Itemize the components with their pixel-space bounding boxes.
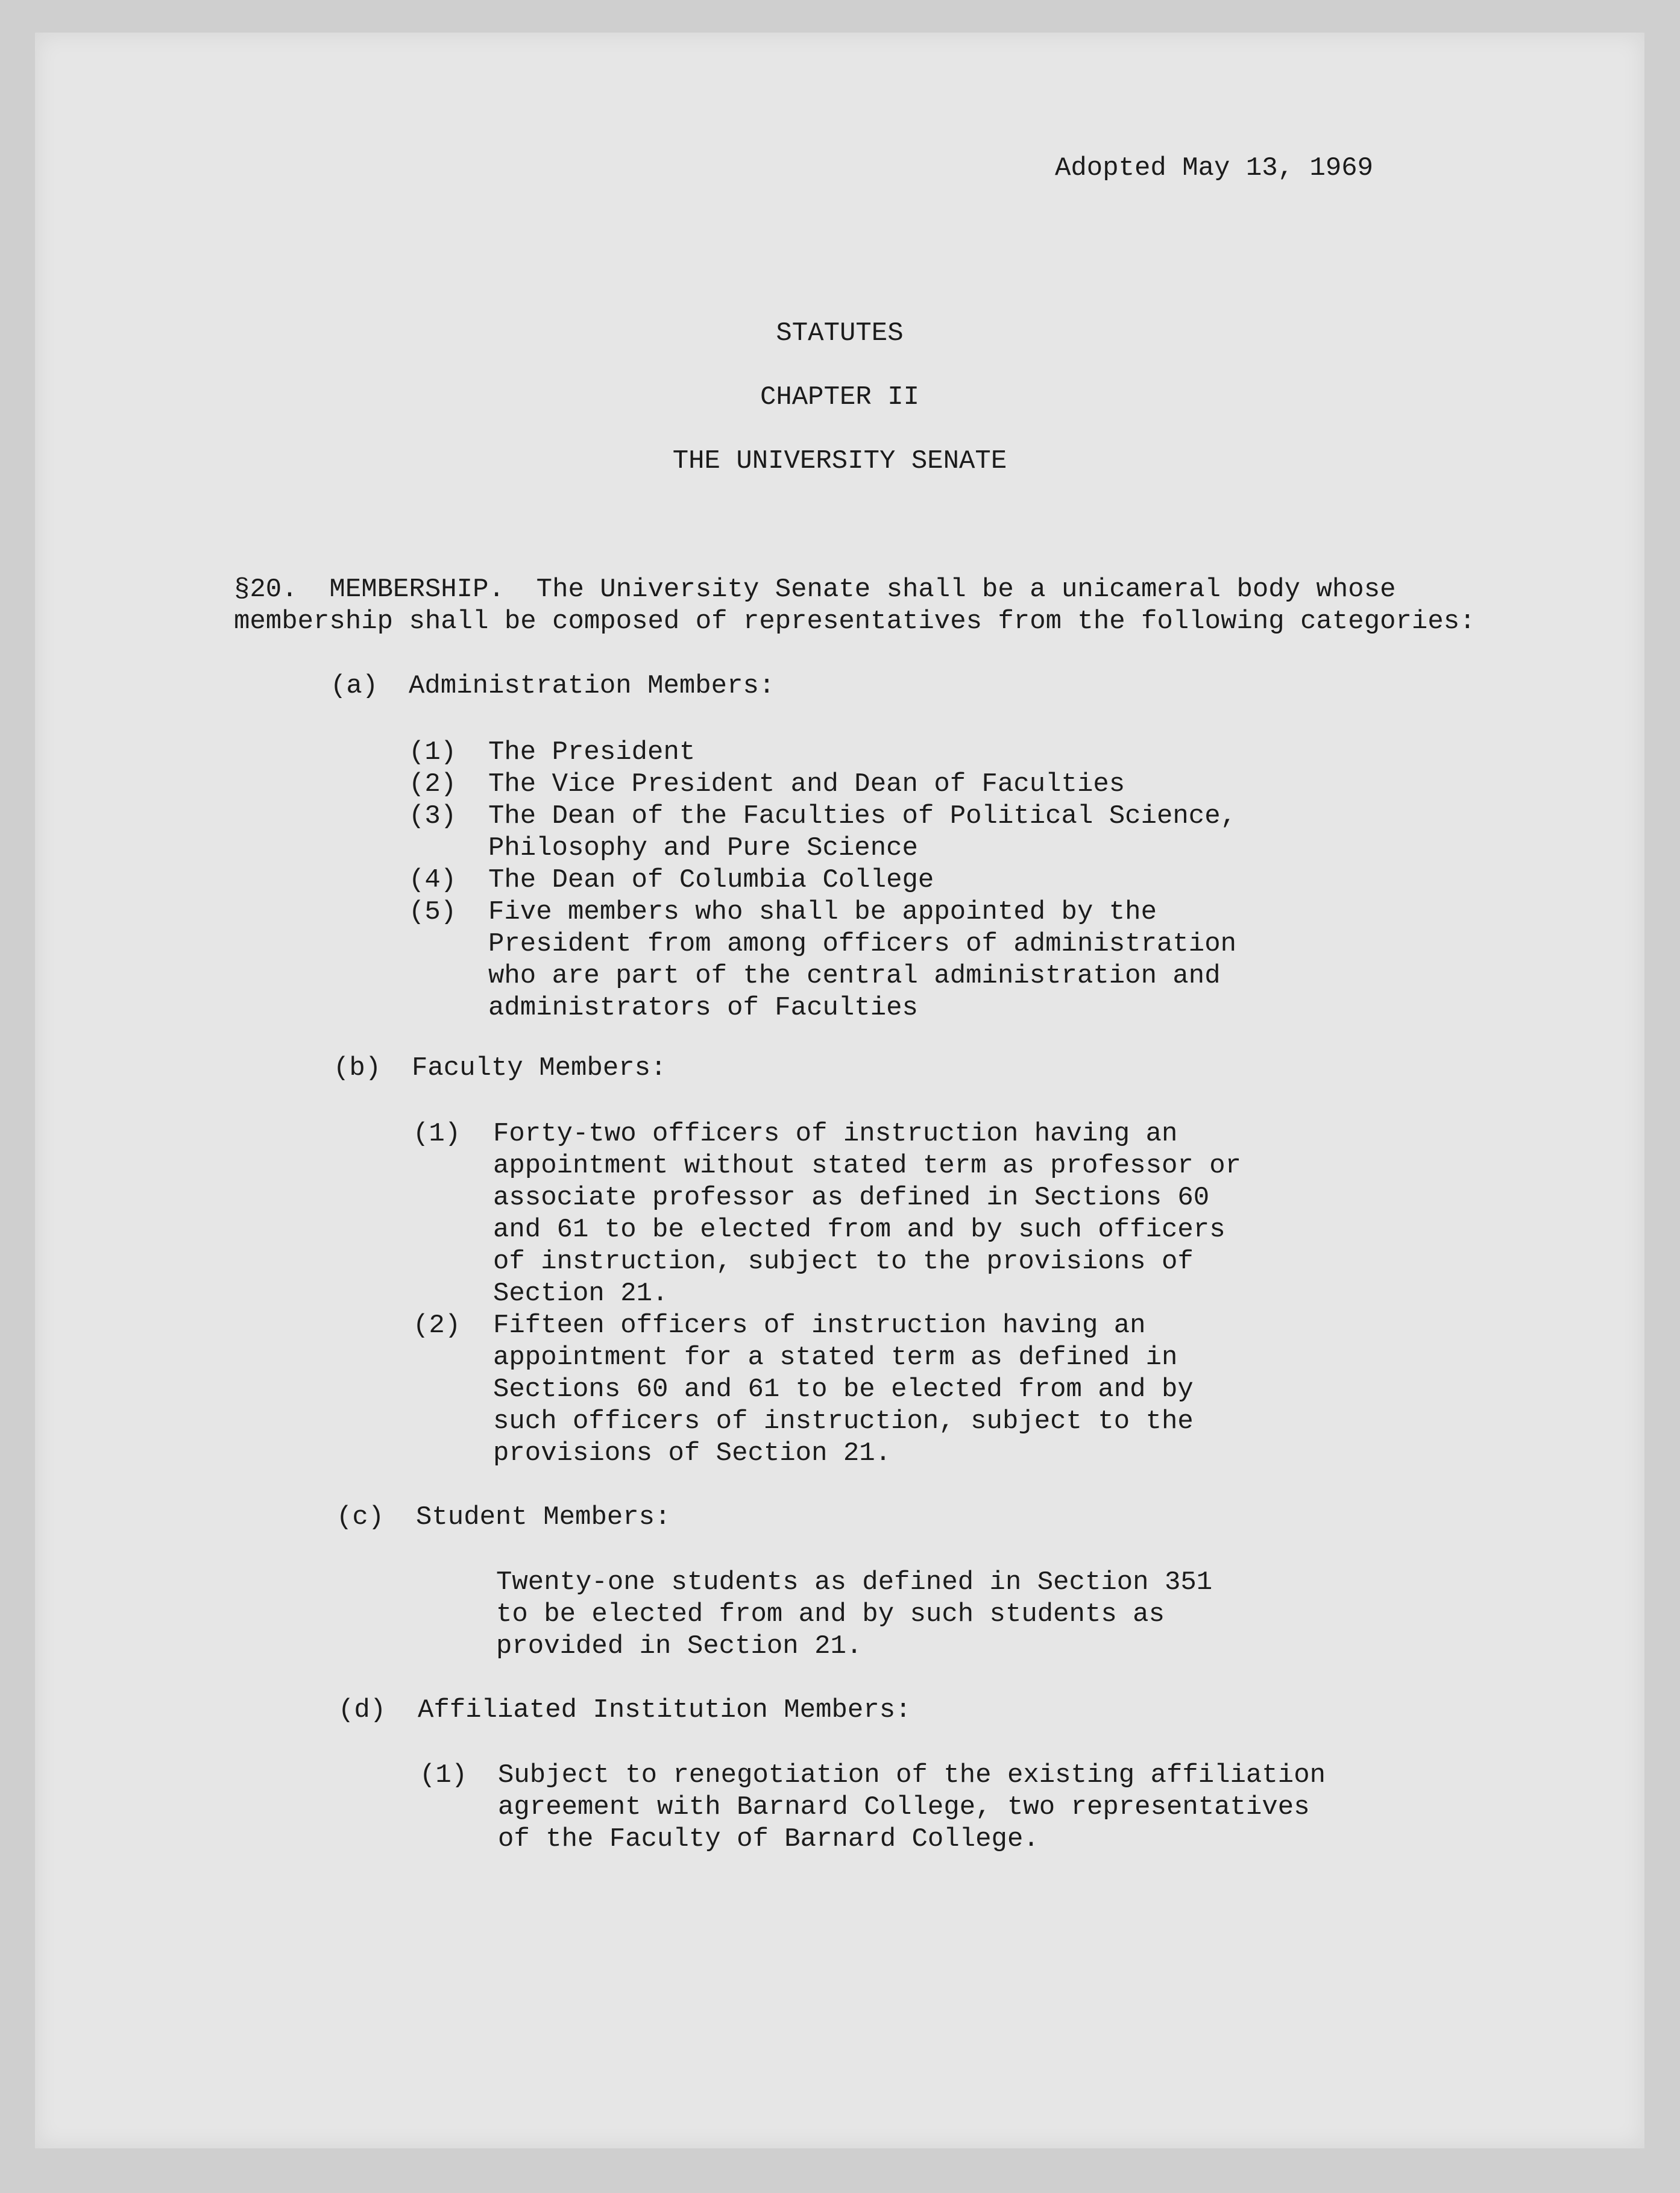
list-item-number: (2): [413, 1310, 461, 1341]
list-item-text: Subject to renegotiation of the existing affiliation: [498, 1760, 1326, 1790]
adopted-date: Adopted May 13, 1969: [1055, 153, 1374, 183]
category-a-label: (a): [330, 671, 379, 701]
category-c-label: (c): [336, 1502, 385, 1532]
list-item-text: The Dean of Columbia College: [488, 865, 934, 895]
list-item-number: (3): [409, 801, 457, 831]
category-c-title: Student Members:: [416, 1502, 671, 1532]
list-item-text: of the Faculty of Barnard College.: [498, 1824, 1039, 1854]
list-item-number: (1): [409, 737, 457, 767]
list-item-text: appointment without stated term as professor or: [493, 1151, 1242, 1181]
category-b-label: (b): [333, 1053, 382, 1083]
list-item-text: Fifteen officers of instruction having an: [493, 1310, 1146, 1341]
list-item-text: agreement with Barnard College, two representatives: [498, 1792, 1310, 1822]
list-item-text: Five members who shall be appointed by the: [488, 897, 1157, 927]
list-item-text: such officers of instruction, subject to the: [493, 1406, 1194, 1436]
list-item-text: appointment for a stated term as defined in: [493, 1342, 1178, 1373]
list-item-number: (1): [420, 1760, 468, 1790]
paragraph-line: to be elected from and by such students as: [496, 1599, 1165, 1629]
list-item-text: provisions of Section 21.: [493, 1438, 892, 1468]
paragraph-line: provided in Section 21.: [496, 1631, 863, 1661]
list-item-number: (5): [409, 897, 457, 927]
section-intro-line-2: membership shall be composed of representatives from the following categories:: [234, 606, 1476, 637]
list-item-text: of instruction, subject to the provisions of: [493, 1247, 1194, 1277]
paragraph-line: Twenty-one students as defined in Section 351: [496, 1567, 1213, 1597]
list-item-text: who are part of the central administration and: [488, 961, 1221, 991]
document-page: [35, 33, 1644, 2148]
list-item-number: (4): [409, 865, 457, 895]
list-item-text: Sections 60 and 61 to be elected from and by: [493, 1374, 1194, 1405]
category-d-label: (d): [338, 1695, 386, 1725]
list-item-text: The Vice President and Dean of Faculties: [488, 769, 1125, 799]
list-item-text: Forty-two officers of instruction having an: [493, 1119, 1178, 1149]
list-item-number: (1): [413, 1119, 461, 1149]
category-a-title: Administration Members:: [409, 671, 775, 701]
category-d-title: Affiliated Institution Members:: [418, 1695, 911, 1725]
list-item-text: associate professor as defined in Sections 60: [493, 1183, 1210, 1213]
list-item-text: The President: [488, 737, 696, 767]
list-item-text: and 61 to be elected from and by such officers: [493, 1215, 1225, 1245]
category-b-title: Faculty Members:: [412, 1053, 667, 1083]
list-item-text: Philosophy and Pure Science: [488, 833, 918, 863]
list-item-number: (2): [409, 769, 457, 799]
list-item-text: President from among officers of administration: [488, 929, 1237, 959]
list-item-text: Section 21.: [493, 1279, 669, 1309]
list-item-text: The Dean of the Faculties of Political Science,: [488, 801, 1237, 831]
title-university-senate: THE UNIVERSITY SENATE: [672, 446, 1007, 476]
list-item-text: administrators of Faculties: [488, 993, 918, 1023]
title-chapter: CHAPTER II: [760, 382, 920, 412]
section-intro-line-1: §20. MEMBERSHIP. The University Senate shall be a unicameral body whose: [234, 574, 1396, 605]
title-statutes: STATUTES: [776, 318, 904, 348]
